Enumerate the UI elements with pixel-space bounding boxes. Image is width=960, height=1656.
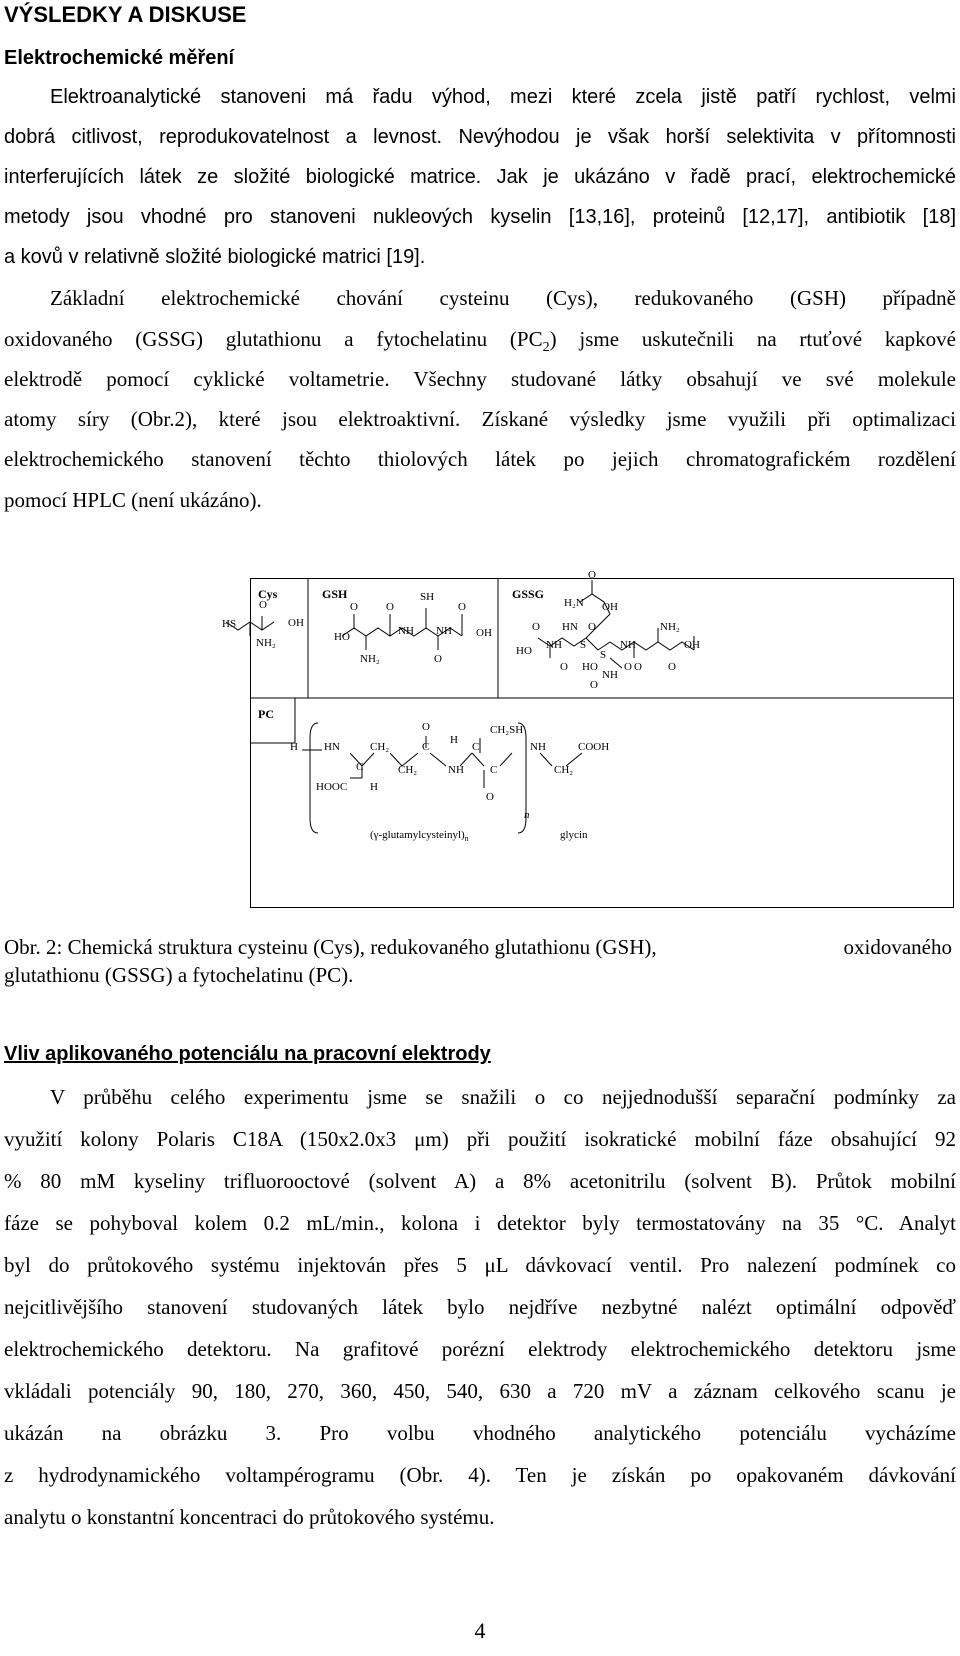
para3-line: nejcitlivějšího stanovení studovaných látek bylo nejdříve nezbytné nalézt optimální odpověď — [4, 1295, 956, 1319]
svg-text:NH: NH — [602, 669, 618, 681]
para3-line: ukázán na obrázku 3. Pro volbu vhodného analytického potenciálu vycházíme — [4, 1421, 956, 1445]
svg-text:S: S — [580, 639, 587, 651]
svg-text:S: S — [600, 649, 607, 661]
svg-text:O: O — [588, 621, 596, 633]
svg-text:CH₂: CH₂ — [554, 764, 574, 776]
svg-text:O: O — [350, 601, 358, 613]
svg-text:H: H — [370, 781, 378, 793]
pc-footer-right: glycin — [560, 829, 588, 841]
svg-text:NH: NH — [530, 741, 546, 753]
figure-caption-line1 — [4, 935, 956, 960]
subsection-heading: Elektrochemické měření — [4, 47, 235, 69]
pc-structure — [302, 723, 582, 833]
para2-line: elektrodě pomocí cyklické voltametrie. Všechny studované látky obsahují ve své molekule — [4, 367, 956, 391]
svg-text:HOOC: HOOC — [316, 781, 348, 793]
svg-text:O: O — [588, 569, 596, 581]
gssg-label: GSSG — [512, 587, 545, 601]
svg-text:C: C — [356, 761, 364, 773]
svg-text:O: O — [422, 721, 430, 733]
cys-label: Cys — [258, 587, 278, 601]
chemical-structures-figure — [222, 569, 954, 908]
para3-line: % 80 mM kyseliny trifluorooctové (solvent A) a 8% acetonitrilu (solvent B). Průtok mobilní — [4, 1169, 956, 1193]
svg-text:HS: HS — [222, 618, 237, 630]
svg-text:HO: HO — [582, 661, 598, 673]
page-number: 4 — [474, 1618, 486, 1643]
para1-line: a kovů v relativně složité biologické matrici [19]. — [4, 246, 426, 268]
svg-text:OH: OH — [684, 639, 700, 651]
subscript: 2 — [542, 340, 550, 356]
svg-text:NH: NH — [546, 639, 562, 651]
para2-line: elektrochemického stanovení těchto thiolových látek po jejich chromatografickém rozdělení — [4, 447, 956, 471]
svg-text:HO: HO — [334, 631, 350, 643]
svg-text:O: O — [259, 599, 267, 611]
svg-text:NH₂: NH₂ — [660, 621, 680, 633]
figure-caption-line2: glutathionu (GSSG) a fytochelatinu (PC). — [4, 963, 354, 987]
svg-text:OH: OH — [288, 617, 304, 629]
para3-line: fáze se pohyboval kolem 0.2 mL/min., kolona i detektor byly termostatovány na 35 °C. Analyt — [4, 1211, 956, 1235]
para3-line: využití kolony Polaris C18A (150x2.0x3 μm) při použití isokratické mobilní fáze obsahující 92 — [4, 1127, 956, 1151]
svg-text:CH₂: CH₂ — [398, 764, 418, 776]
svg-text:H₂N: H₂N — [564, 597, 584, 609]
para2-line — [4, 327, 956, 356]
svg-text:HN: HN — [562, 621, 578, 633]
svg-text:O: O — [532, 621, 540, 633]
svg-text:O: O — [434, 653, 442, 665]
svg-text:SH: SH — [420, 591, 435, 603]
para3-line: vkládali potenciály 90, 180, 270, 360, 450, 540, 630 a 720 mV a záznam celkového scanu je — [4, 1379, 956, 1403]
svg-text:NH₂: NH₂ — [360, 653, 380, 665]
pc-repeat-n: n — [524, 809, 530, 821]
para3-line: z hydrodynamického voltampérogramu (Obr. 4). Ten je získán po opakovaném dávkování — [4, 1463, 956, 1487]
svg-text:O: O — [634, 661, 642, 673]
para1-line: dobrá citlivost, reprodukovatelnost a levnost. Nevýhodou je však horší selektivita v přítomnosti — [4, 126, 956, 148]
svg-text:O: O — [560, 661, 568, 673]
section-heading: VÝSLEDKY A DISKUSE — [4, 2, 247, 27]
para2-line: pomocí HPLC (není ukázáno). — [4, 488, 262, 512]
svg-text:C: C — [490, 764, 498, 776]
para1-line: metody jsou vhodné pro stanoveni nukleových kyselin [13,16], proteinů [12,17], antibiotik [18] — [4, 206, 956, 228]
svg-text:O: O — [458, 601, 466, 613]
svg-text:HN: HN — [324, 741, 340, 753]
svg-text:O: O — [386, 601, 394, 613]
svg-text:O: O — [486, 791, 494, 803]
para2-line: Základní elektrochemické chování cysteinu (Cys), redukovaného (GSH) případně — [50, 286, 956, 310]
para2-line2-end: ) jsme uskutečnili na rtuťové kapkové — [549, 327, 956, 351]
para2-line2-start: oxidovaného (GSSG) glutathionu a fytochelatinu (PC — [4, 327, 543, 351]
svg-text:C: C — [422, 741, 430, 753]
svg-text:HO: HO — [516, 645, 532, 657]
pc-footer-left: $(\gamma-glutamylcysteinyl)_n$ — [370, 829, 469, 843]
svg-text:NH: NH — [436, 625, 452, 637]
caption-part2: oxidovaného — [843, 935, 952, 959]
svg-text:NH: NH — [448, 764, 464, 776]
para3-line: analytu o konstantní koncentraci do průtokového systému. — [4, 1505, 495, 1529]
svg-text:CH₂SH: CH₂SH — [490, 724, 524, 736]
svg-text:H: H — [290, 741, 298, 753]
svg-text:OH: OH — [476, 627, 492, 639]
para1-line: Elektroanalytické stanoveni má řadu výhod, mezi které zcela jistě patří rychlost, velmi — [50, 86, 956, 108]
svg-text:O: O — [624, 661, 632, 673]
svg-text:COOH: COOH — [578, 741, 610, 753]
svg-text:C: C — [472, 741, 480, 753]
para3-line: byl do průtokového systému injektován přes 5 μL dávkovací ventil. Pro nalezení podmínek co — [4, 1253, 956, 1277]
para3-line: elektrochemického detektoru. Na grafitové porézní elektrody elektrochemického detektoru jsme — [4, 1337, 956, 1361]
svg-text:OH: OH — [602, 601, 618, 613]
para1-line: interferujících látek ze složité biologické matrice. Jak je ukázáno v řadě prací, elektrochemické — [4, 166, 956, 188]
section2-heading: Vliv aplikovaného potenciálu na pracovní elektrody — [4, 1043, 491, 1065]
pc-label: PC — [258, 707, 274, 721]
svg-text:NH₂: NH₂ — [256, 637, 276, 649]
svg-text:NH: NH — [398, 625, 414, 637]
gsh-label: GSH — [322, 587, 348, 601]
svg-text:NH: NH — [620, 639, 636, 651]
svg-text:O: O — [590, 679, 598, 691]
svg-text:CH₂: CH₂ — [370, 741, 390, 753]
para2-line: atomy síry (Obr.2), které jsou elektroaktivní. Získané výsledky jsme využili při optimalizaci — [4, 407, 956, 431]
svg-text:O: O — [668, 661, 676, 673]
caption-part1: Obr. 2: Chemická struktura cysteinu (Cys), redukovaného glutathionu (GSH), — [4, 935, 657, 959]
svg-text:H: H — [450, 734, 458, 746]
para3-line: V průběhu celého experimentu jsme se snažili o co nejjednodušší separační podmínky za — [50, 1085, 956, 1109]
